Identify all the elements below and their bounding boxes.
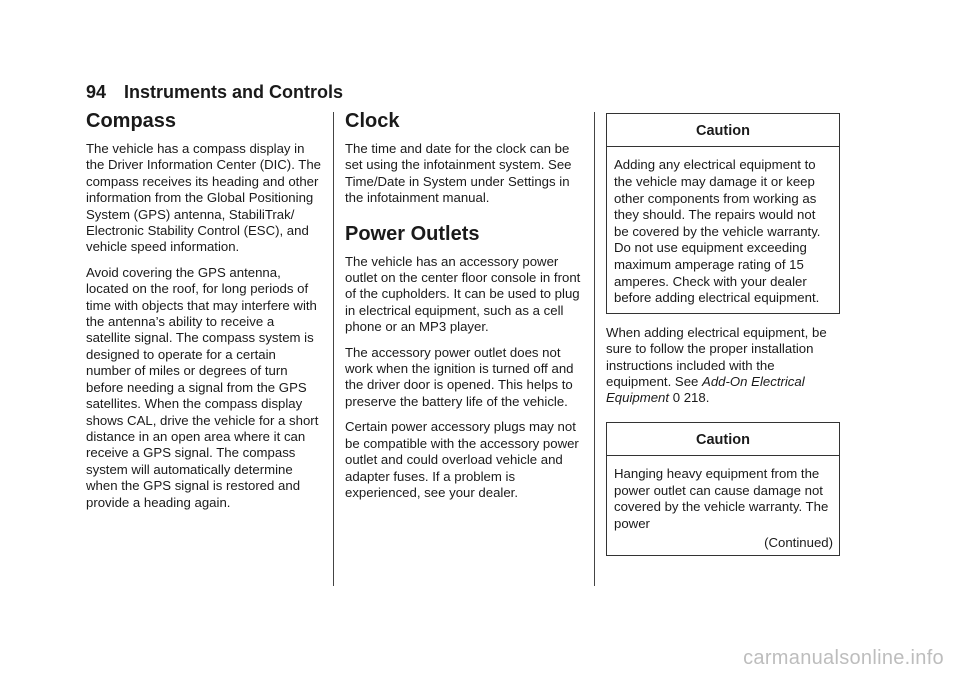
power-outlets-paragraph-2: The accessory power outlet does not work when the ignition is turned off and the driver door is opened. This helps to preserve the battery life of the vehicle. [345,344,574,409]
add-on-electrical-link[interactable]: Add-On Electrical Equipment [606,373,805,406]
power-outlets-heading: Power Outlets [345,222,480,245]
watermark: carmanualsonline.info [743,647,944,669]
page-number: 94 [86,82,107,102]
column-divider [594,112,595,586]
caution-title: Caution [607,423,839,456]
caution-title: Caution [607,114,839,147]
adding-equipment-text: When adding electrical equipment, be sure to follow the proper installation instructions included with the equipment. See [606,324,827,389]
caution-box [606,113,840,314]
section-title: Instruments and Controls [124,82,344,102]
column-middle [345,110,581,510]
compass-heading: Compass [86,110,177,132]
clock-heading: Clock [345,110,400,132]
column-divider [333,112,334,586]
compass-paragraph-1: The vehicle has a compass display in the Driver Information Center (DIC). The compass receives its heading and other information from the Global Positioning System (GPS) antenna, StabiliTrak/ Electronic Stability Control (ESC), and vehicle speed information. [86,141,322,255]
caution-box [606,422,840,556]
clock-paragraph: The time and date for the clock can be set using the infotainment system. See Time/Date in System under Settings in the infotainment manual. [345,141,572,206]
column-left [86,110,322,520]
caution-body: Hanging heavy equipment from the power outlet can cause damage not covered by the vehicle warranty. The power [614,466,829,531]
power-outlets-paragraph-1: The vehicle has an accessory power outlet on the center floor console in front of the cupholders. It can be used to plug in electrical equipment, such as a cell phone or an MP3 player. [345,253,581,335]
column-right [606,113,840,556]
page-reference: 0 218. [672,390,710,406]
compass-paragraph-2: Avoid covering the GPS antenna, located on the roof, for long periods of time with objects that may interfere with the antenna’s ability to receive a satellite signal. The compass system is designed to operate for a certain number of miles or degrees of turn before needing a signal from the GPS satellites. When the compass display shows CAL, drive the vehicle for a short distance in an open area where it can receive a GPS signal. The compass system will automatically determine when the GPS signal is restored and provide a heading again. [86,264,319,510]
page-header [86,82,343,103]
caution-body: Adding any electrical equipment to the vehicle may damage it or keep other components from working as they should. The repairs would not be covered by the vehicle warranty. Do not use equipment exceeding maximum amperage rating of 15 amperes. Check with your dealer before adding electrical equipment. [614,157,821,306]
power-outlets-paragraph-3: Certain power accessory plugs may not be compatible with the accessory power outlet and could overload vehicle and adapter fuses. If a problem is experienced, see your dealer. [345,419,579,500]
adding-equipment-paragraph [606,325,840,407]
continued-label: (Continued) [764,534,833,550]
